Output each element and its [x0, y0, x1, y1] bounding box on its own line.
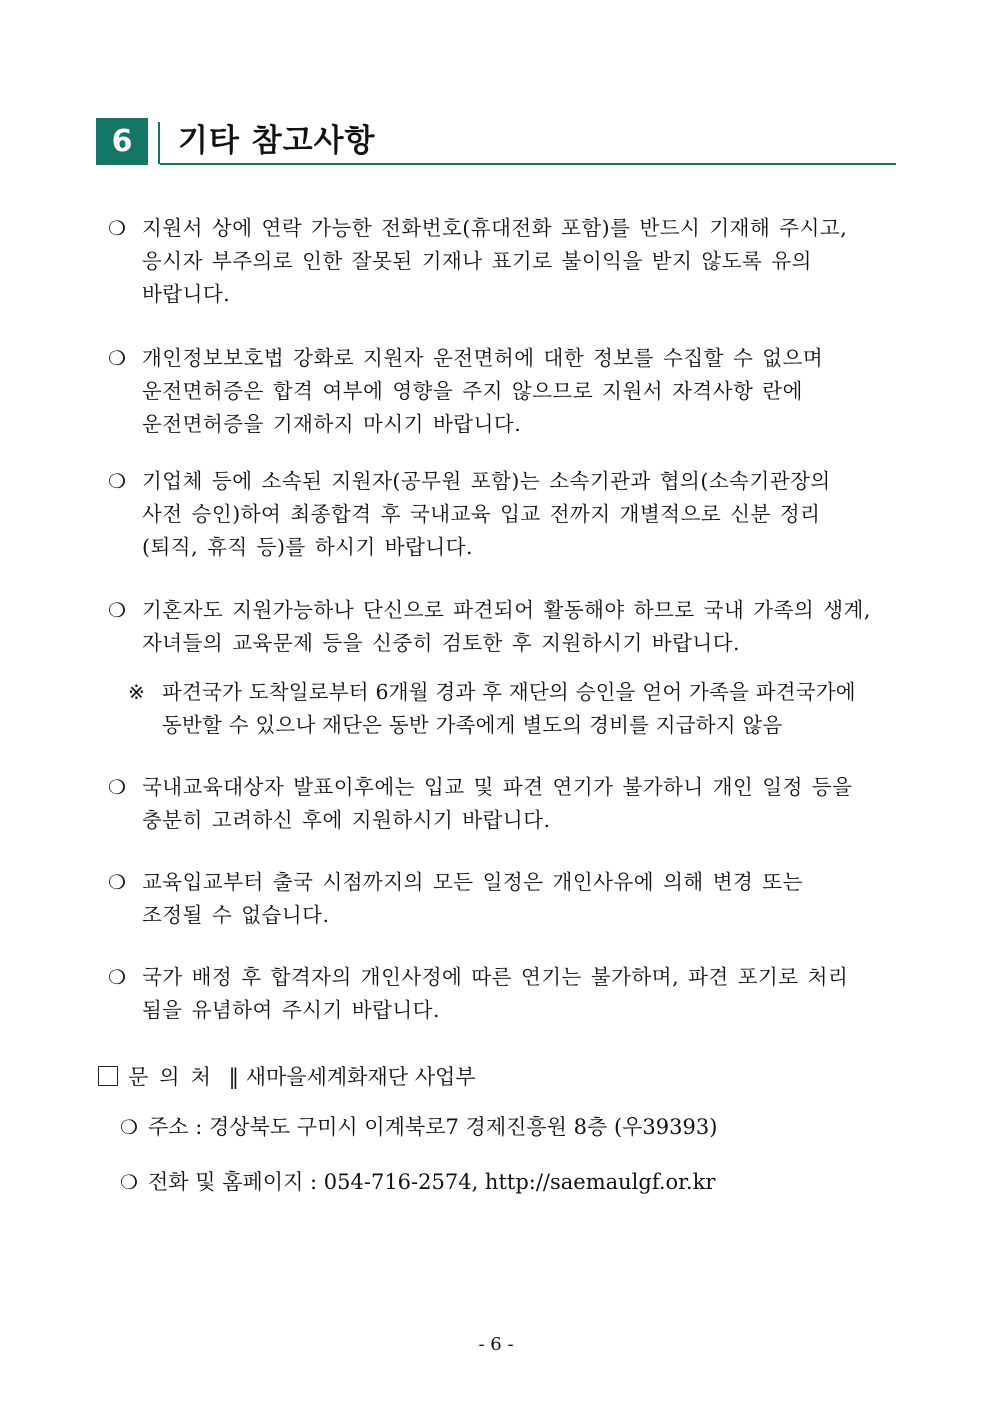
bullet-icon: ❍: [108, 469, 126, 493]
text-line: 파견국가 도착일로부터 6개월 경과 후 재단의 승인을 얻어 가족을 파견국가에: [162, 680, 856, 704]
bullet-icon: ❍: [120, 1115, 138, 1139]
list-item-text: [142, 961, 896, 1027]
list-item: [108, 212, 896, 311]
text-line: (퇴직, 휴직 등)를 하시기 바랍니다.: [142, 535, 474, 559]
text-line: 운전면허증을 기재하지 마시기 바랍니다.: [142, 412, 522, 436]
header-underline: [160, 163, 896, 165]
note-text: [162, 676, 896, 742]
contact-label: 문의처: [128, 1065, 222, 1089]
text-line: 기혼자도 지원가능하나 단신으로 파견되어 활동해야 하므로 국내 가족의 생계,: [142, 598, 871, 622]
contact-address: [120, 1110, 900, 1144]
list-item-text: [142, 771, 896, 837]
list-item-text: [142, 465, 896, 564]
page-number: - 6 -: [478, 1334, 514, 1355]
text-line: 지원서 상에 연락 가능한 전화번호(휴대전화 포함)를 반드시 기재해 주시고,: [142, 216, 848, 240]
list-item: [108, 342, 896, 441]
phone-web-text[interactable]: 전화 및 홈페이지 : 054-716-2574, http://saemaulgf.or.kr: [148, 1170, 716, 1194]
list-item: [108, 866, 896, 932]
checkbox-square-icon: [98, 1066, 118, 1086]
list-item: [108, 594, 896, 660]
contact-organization: 새마을세계화재단 사업부: [245, 1065, 476, 1089]
text-line: 조정될 수 없습니다.: [142, 903, 330, 927]
bullet-icon: ❍: [120, 1170, 138, 1194]
text-line: 바랍니다.: [142, 282, 231, 306]
list-item-text: [142, 594, 896, 660]
bullet-icon: ❍: [108, 598, 126, 622]
section-number-badge: 6: [96, 118, 148, 165]
note-block: [128, 676, 896, 742]
bullet-icon: ❍: [108, 775, 126, 799]
list-item-text: [142, 866, 896, 932]
text-line: 기업체 등에 소속된 지원자(공무원 포함)는 소속기관과 협의(소속기관장의: [142, 469, 831, 493]
section-header: [96, 118, 896, 166]
text-line: 운전면허증은 합격 여부에 영향을 주지 않으므로 지원서 자격사항 란에: [142, 379, 803, 403]
contact-separator: ‖: [228, 1065, 240, 1089]
bullet-icon: ❍: [108, 965, 126, 989]
text-line: 응시자 부주의로 인한 잘못된 기재나 표기로 불이익을 받지 않도록 유의: [142, 249, 812, 273]
text-line: 국내교육대상자 발표이후에는 입교 및 파견 연기가 불가하니 개인 일정 등을: [142, 775, 853, 799]
bullet-icon: ❍: [108, 216, 126, 240]
section-title: 기타 참고사항: [178, 123, 376, 159]
text-line: 충분히 고려하신 후에 지원하시기 바랍니다.: [142, 808, 551, 832]
text-line: 사전 승인)하여 최종합격 후 국내교육 입교 전까지 개별적으로 신분 정리: [142, 502, 821, 526]
list-item-text: [142, 212, 896, 311]
text-line: 동반할 수 있으나 재단은 동반 가족에게 별도의 경비를 지급하지 않음: [162, 713, 783, 737]
text-line: 됨을 유념하여 주시기 바랍니다.: [142, 998, 441, 1022]
bullet-icon: ❍: [108, 346, 126, 370]
text-line: 자녀들의 교육문제 등을 신중히 검토한 후 지원하시기 바랍니다.: [142, 631, 741, 655]
contact-header: [96, 1060, 896, 1094]
list-item: [108, 465, 896, 564]
bullet-icon: ❍: [108, 870, 126, 894]
text-line: 교육입교부터 출국 시점까지의 모든 일정은 개인사유에 의해 변경 또는: [142, 870, 803, 894]
list-item: [108, 961, 896, 1027]
text-line: 개인정보보호법 강화로 지원자 운전면허에 대한 정보를 수집할 수 없으며: [142, 346, 824, 370]
address-text: 주소 : 경상북도 구미시 이계북로7 경제진흥원 8층 (우39393): [148, 1115, 718, 1139]
list-item: [108, 771, 896, 837]
header-divider: [158, 122, 160, 164]
list-item-text: [142, 342, 896, 441]
text-line: 국가 배정 후 합격자의 개인사정에 따른 연기는 불가하며, 파견 포기로 처리: [142, 965, 849, 989]
contact-phone-web: [120, 1165, 900, 1199]
reference-mark-icon: ※: [128, 680, 145, 704]
